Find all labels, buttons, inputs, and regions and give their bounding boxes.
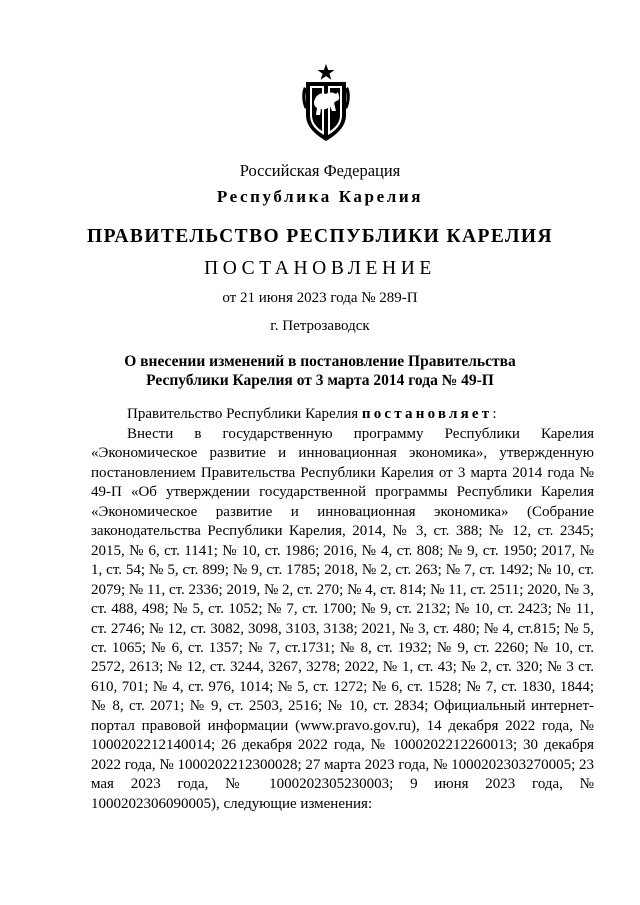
resolution-intro	[91, 405, 594, 424]
document-date-number: от 21 июня 2023 года № 289-П	[222, 290, 418, 306]
karelia-coat-of-arms-icon	[301, 63, 351, 143]
government-name: ПРАВИТЕЛЬСТВО РЕСПУБЛИКИ КАРЕЛИЯ	[87, 226, 553, 247]
intro-suffix: :	[492, 406, 497, 422]
intro-prefix: Правительство Республики Карелия	[127, 406, 362, 422]
country-name: Российская Федерация	[239, 161, 401, 180]
document-type: ПОСТАНОВЛЕНИЕ	[204, 258, 436, 279]
main-paragraph: Внести в государственную программу Республики Карелия «Экономическое развитие и инновационная экономика», утвержденную постановлением Правительства Республики Карелия от 3 марта 2014 года № 49-П «Об утверждении государственной программы Республики Карелия «Экономическое развитие и инновационная экономика» (Собрание законодательства Республики Карелия, 2014, № 3, ст. 388; № 12, ст. 2345; 2015, № 6, ст. 1141; № 10, ст. 1986; 2016, № 4, ст. 808; № 9, ст. 1950; 2017, № 1, ст. 54; № 5, ст. 899; № 9, ст. 1785; 2018, № 2, ст. 263; № 7, ст. 1492; № 10, ст. 2079; № 11, ст. 2336; 2019, № 2, ст. 270; № 4, ст. 814; № 11, ст. 2511; 2020, № 3, ст. 488, 498; № 5, ст. 1052; № 7, ст. 1700; № 9, ст. 2132; № 10, ст. 2423; № 11, ст. 2746; № 12, ст. 3082, 3098, 3103, 3138; 2021, № 3, ст. 480; № 4, ст.815; № 5, ст. 1065; № 6, ст. 1357; № 7, ст.1731; № 8, ст. 1932; № 9, ст. 2260; № 10, ст. 2572, 2613; № 12, ст. 3244, 3267, 3278; 2022, № 1, ст. 43; № 2, ст. 320; № 3 ст. 610, 701; № 4, ст. 976, 1014; № 5, ст. 1272; № 6, ст. 1528; № 7, ст. 1830, 1844; № 8, ст. 2071; № 9, ст. 2503, 2516; № 10, ст. 2834; Официальный интернет-портал правовой информации (www.pravo.gov.ru), 14 декабря 2022 года, № 1000202212140014; 26 декабря 2022 года, № 1000202212260013; 30 декабря 2022 года, № 1000202212300028; 27 марта 2023 года, № 1000202303270005; 23 мая 2023 года, № 1000202305230003; 9 июня 2023 года, № 1000202306090005), следующие изменения:	[91, 426, 594, 812]
document-title-line-1: О внесении изменений в постановление Правительства	[124, 353, 516, 370]
document-title-line-2: Республики Карелия от 3 марта 2014 года № 49-П	[146, 372, 494, 389]
intro-resolves-word: постановляет	[361, 406, 493, 422]
republic-name: Республика Карелия	[216, 187, 424, 206]
document-title	[0, 352, 640, 390]
document-city: г. Петрозаводск	[270, 318, 370, 334]
